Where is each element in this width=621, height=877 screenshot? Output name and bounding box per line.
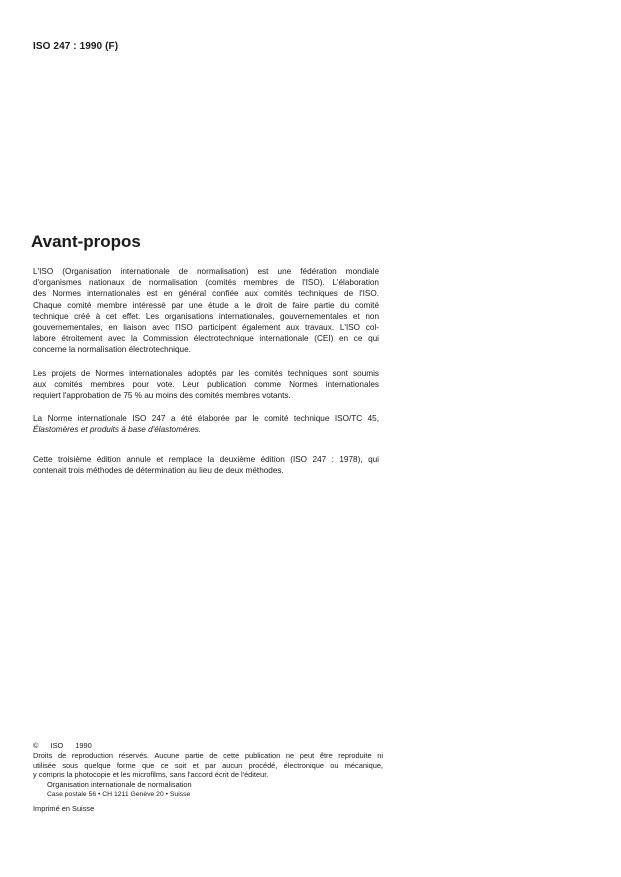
text-line: labore étroitement avec la Commission électrotechnique internationale (CEI) en ce qui [33,334,379,344]
text-line: Les projets de Normes internationales adoptés par les comités techniques sont soumis [33,369,379,378]
document-id: ISO 247 : 1990 (F) [33,41,119,52]
copyright-symbol: © [33,741,39,750]
copyright-line [33,741,383,751]
rights-notice [33,751,383,780]
copyright-org: ISO [50,741,64,750]
text-line: technique créé à cet effet. Les organisations internationales, gouvernementales et non [33,311,379,321]
text-line: y compris la photocopie et les microfilms, sans l'accord écrit de l'éditeur. [33,770,269,780]
publisher-address: Case postale 56 • CH 1211 Genève 20 • Suisse [47,790,191,798]
copyright-footer [33,741,383,814]
text-line: Chaque comité membre intéressé par une étude a le droit de faire partie du comité [33,300,379,310]
printed-in: Imprimé en Suisse [33,803,95,813]
text-line: des Normes internationales est en général confiée aux comités techniques de l'ISO. [33,289,379,299]
copyright-year: 1990 [75,741,92,750]
text-line: contenait trois méthodes de détermination au lieu de deux méthodes. [33,466,284,476]
section-heading: Avant-propos [31,232,141,251]
foreword-paragraph-4 [33,454,379,476]
text-line: Droits de reproduction réservés. Aucune partie de cette publication ne peut être reproduite ni [33,750,383,760]
committee-title: Élastomères et produits à base d'élastomères. [33,425,202,435]
text-line: requiert l'approbation de 75 % au moins des comités membres votants. [33,391,291,401]
text-line: La Norme internationale ISO 247 a été élaborée par le comité technique ISO/TC 45, [33,414,379,423]
foreword-paragraph-3 [33,413,379,435]
publisher-name: Organisation internationale de normalisation [47,780,192,790]
text-line: L'ISO (Organisation internationale de normalisation) est une fédération mondiale [33,267,379,276]
text-line: gouvernementales, en liaison avec l'ISO participent également aux travaux. L'ISO col- [33,323,379,333]
foreword-paragraph-1 [33,266,379,356]
text-line: utilisée sous quelque forme que ce soit et par aucun procédé, électronique ou mécanique, [33,760,383,770]
foreword-paragraph-2 [33,368,379,402]
text-line: d'organismes nationaux de normalisation (comités membres de l'ISO). L'élaboration [33,278,379,288]
text-line: Cette troisième édition annule et remplace la deuxième édition (ISO 247 : 1978), qui [33,455,379,464]
text-line: concerne la normalisation électrotechnique. [33,345,191,355]
text-line: aux comités membres pour vote. Leur publication comme Normes internationales [33,380,379,390]
